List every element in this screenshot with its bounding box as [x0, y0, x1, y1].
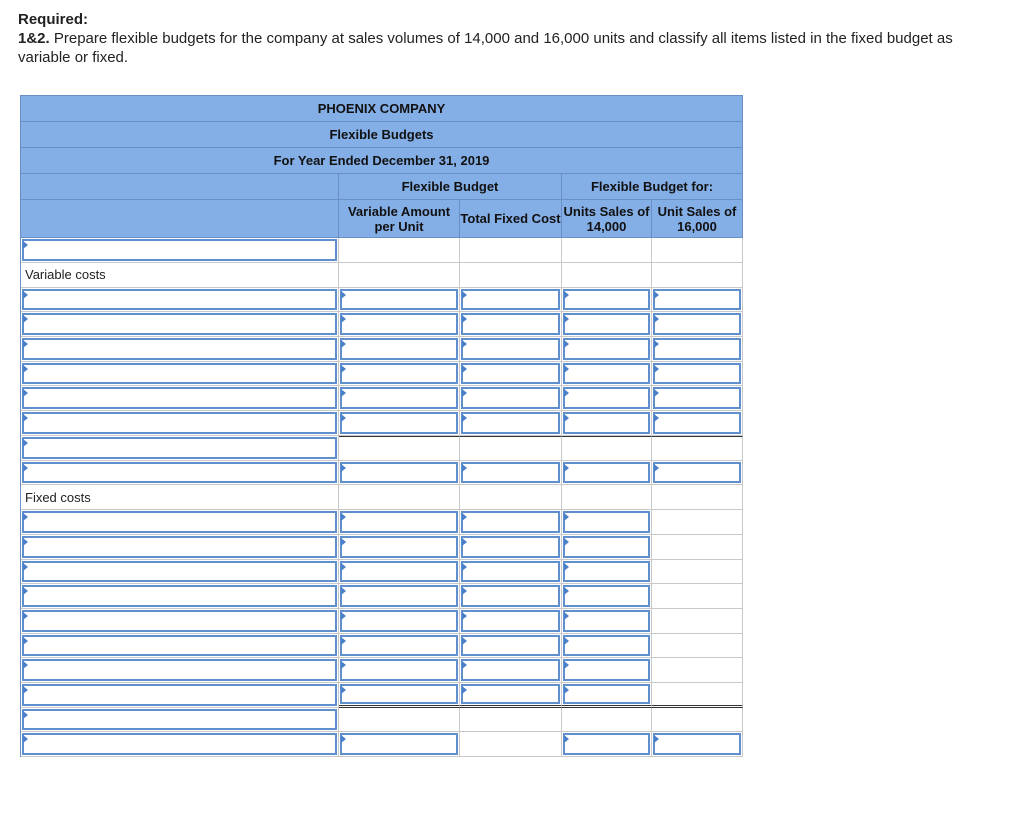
- cell-empty: [652, 658, 743, 683]
- total-fixed-input[interactable]: [461, 363, 560, 385]
- header-blank: [21, 174, 339, 200]
- description-input[interactable]: [22, 412, 337, 434]
- cell-units-16000: [652, 411, 743, 436]
- total-fixed-input[interactable]: [461, 659, 560, 681]
- total-fixed-input[interactable]: [461, 536, 560, 558]
- description-input[interactable]: [22, 338, 337, 360]
- cell-variable-amount: [339, 683, 460, 708]
- cell-empty: [562, 263, 652, 288]
- cell-empty: [460, 732, 562, 757]
- cell-description: [21, 411, 339, 436]
- cell-empty: [652, 535, 743, 560]
- cell-description: [21, 683, 339, 708]
- units-16000-input[interactable]: [653, 338, 741, 360]
- description-input[interactable]: [22, 585, 337, 607]
- cell-units-14000: [562, 683, 652, 708]
- cell-variable-amount: [339, 560, 460, 585]
- cell-empty: [652, 436, 743, 461]
- table-title: Flexible Budgets: [21, 122, 743, 148]
- cell-units-16000: [652, 461, 743, 486]
- cell-description: [21, 337, 339, 362]
- cell-units-14000: [562, 411, 652, 436]
- units-14000-input[interactable]: [563, 462, 650, 484]
- cell-empty: [652, 560, 743, 585]
- units-14000-input[interactable]: [563, 511, 650, 533]
- cell-units-14000: [562, 337, 652, 362]
- cell-variable-amount: [339, 337, 460, 362]
- instruction-label: 1&2.: [18, 30, 50, 47]
- cell-variable-amount: [339, 535, 460, 560]
- flexible-budget-table: [20, 95, 743, 757]
- cell-units-14000: [562, 461, 652, 486]
- units-14000-input[interactable]: [563, 684, 650, 704]
- cell-empty: [562, 708, 652, 733]
- description-input[interactable]: [22, 437, 337, 459]
- cell-empty: [562, 238, 652, 263]
- description-input[interactable]: [22, 511, 337, 533]
- cell-empty: [652, 263, 743, 288]
- cell-variable-amount: [339, 312, 460, 337]
- cell-description: [21, 436, 339, 461]
- units-14000-input[interactable]: [563, 289, 650, 311]
- cell-units-16000: [652, 732, 743, 757]
- total-fixed-input[interactable]: [461, 387, 560, 409]
- cell-total-fixed: [460, 288, 562, 313]
- variable-amount-input[interactable]: [340, 338, 458, 360]
- description-input[interactable]: [22, 733, 337, 755]
- units-16000-input[interactable]: [653, 462, 741, 484]
- table-period: For Year Ended December 31, 2019: [21, 148, 743, 174]
- variable-amount-input[interactable]: [340, 561, 458, 583]
- cell-units-14000: [562, 634, 652, 659]
- col-total-fixed: Total Fixed Cost: [460, 200, 562, 238]
- cell-units-14000: [562, 535, 652, 560]
- description-input[interactable]: [22, 684, 337, 706]
- cell-empty: [339, 485, 460, 510]
- instruction-text: [18, 29, 1008, 67]
- cell-empty: [339, 436, 460, 461]
- variable-amount-input[interactable]: [340, 511, 458, 533]
- col-units-14000: Units Sales of 14,000: [562, 200, 652, 238]
- cell-total-fixed: [460, 312, 562, 337]
- units-14000-input[interactable]: [563, 561, 650, 583]
- section-fixed-costs: Fixed costs: [21, 485, 339, 510]
- cell-total-fixed: [460, 609, 562, 634]
- cell-empty: [652, 584, 743, 609]
- cell-units-14000: [562, 362, 652, 387]
- cell-description: [21, 312, 339, 337]
- header-blank: [21, 200, 339, 238]
- variable-amount-input[interactable]: [340, 733, 458, 755]
- cell-empty: [339, 263, 460, 288]
- cell-variable-amount: [339, 411, 460, 436]
- cell-description: [21, 288, 339, 313]
- cell-description: [21, 708, 339, 733]
- variable-amount-input[interactable]: [340, 635, 458, 657]
- description-input[interactable]: [22, 561, 337, 583]
- cell-variable-amount: [339, 362, 460, 387]
- cell-description: [21, 535, 339, 560]
- cell-empty: [652, 485, 743, 510]
- cell-total-fixed: [460, 362, 562, 387]
- required-heading: Required:: [18, 11, 89, 28]
- cell-variable-amount: [339, 288, 460, 313]
- cell-units-14000: [562, 732, 652, 757]
- cell-total-fixed: [460, 386, 562, 411]
- description-input[interactable]: [22, 635, 337, 657]
- cell-description: [21, 609, 339, 634]
- variable-amount-input[interactable]: [340, 684, 458, 704]
- cell-units-16000: [652, 288, 743, 313]
- total-fixed-input[interactable]: [461, 610, 560, 632]
- cell-units-16000: [652, 312, 743, 337]
- variable-amount-input[interactable]: [340, 387, 458, 409]
- variable-amount-input[interactable]: [340, 363, 458, 385]
- group-flexible-budget-for: Flexible Budget for:: [562, 174, 743, 200]
- total-fixed-input[interactable]: [461, 412, 560, 434]
- cell-units-14000: [562, 584, 652, 609]
- cell-variable-amount: [339, 461, 460, 486]
- cell-description: [21, 560, 339, 585]
- units-14000-input[interactable]: [563, 659, 650, 681]
- description-input[interactable]: [22, 709, 337, 731]
- units-16000-input[interactable]: [653, 733, 741, 755]
- description-input[interactable]: [22, 289, 337, 311]
- description-input[interactable]: [22, 313, 337, 335]
- cell-empty: [460, 436, 562, 461]
- cell-empty: [460, 238, 562, 263]
- cell-empty: [652, 609, 743, 634]
- variable-amount-input[interactable]: [340, 313, 458, 335]
- cell-units-14000: [562, 609, 652, 634]
- cell-units-14000: [562, 560, 652, 585]
- cell-units-14000: [562, 386, 652, 411]
- units-16000-input[interactable]: [653, 387, 741, 409]
- units-14000-input[interactable]: [563, 635, 650, 657]
- cell-empty: [460, 485, 562, 510]
- col-variable-amount: Variable Amount per Unit: [339, 200, 460, 238]
- variable-amount-input[interactable]: [340, 536, 458, 558]
- units-16000-input[interactable]: [653, 313, 741, 335]
- cell-empty: [460, 708, 562, 733]
- cell-units-14000: [562, 288, 652, 313]
- cell-empty: [339, 238, 460, 263]
- cell-units-16000: [652, 337, 743, 362]
- cell-total-fixed: [460, 658, 562, 683]
- cell-description: [21, 362, 339, 387]
- units-16000-input[interactable]: [653, 289, 741, 311]
- variable-amount-input[interactable]: [340, 289, 458, 311]
- section-variable-costs: Variable costs: [21, 263, 339, 288]
- cell-description: [21, 386, 339, 411]
- cell-total-fixed: [460, 510, 562, 535]
- variable-amount-input[interactable]: [340, 462, 458, 484]
- cell-total-fixed: [460, 683, 562, 708]
- variable-amount-input[interactable]: [340, 585, 458, 607]
- cell-variable-amount: [339, 634, 460, 659]
- cell-variable-amount: [339, 658, 460, 683]
- company-name: PHOENIX COMPANY: [21, 96, 743, 122]
- total-fixed-input[interactable]: [461, 684, 560, 704]
- description-input[interactable]: [22, 363, 337, 385]
- group-flexible-budget: Flexible Budget: [339, 174, 562, 200]
- cell-empty: [652, 683, 743, 708]
- cell-description: [21, 658, 339, 683]
- description-input[interactable]: [22, 462, 337, 484]
- cell-empty: [652, 708, 743, 733]
- cell-empty: [562, 485, 652, 510]
- cell-description: [21, 461, 339, 486]
- units-16000-input[interactable]: [653, 363, 741, 385]
- units-16000-input[interactable]: [653, 412, 741, 434]
- cell-variable-amount: [339, 584, 460, 609]
- cell-variable-amount: [339, 510, 460, 535]
- total-fixed-input[interactable]: [461, 511, 560, 533]
- total-fixed-input[interactable]: [461, 313, 560, 335]
- total-fixed-input[interactable]: [461, 289, 560, 311]
- variable-amount-input[interactable]: [340, 659, 458, 681]
- cell-empty: [652, 634, 743, 659]
- col-units-16000: Unit Sales of 16,000: [652, 200, 743, 238]
- cell-description: [21, 732, 339, 757]
- cell-units-16000: [652, 386, 743, 411]
- total-fixed-input[interactable]: [461, 561, 560, 583]
- cell-total-fixed: [460, 337, 562, 362]
- cell-total-fixed: [460, 634, 562, 659]
- units-14000-input[interactable]: [563, 585, 650, 607]
- cell-total-fixed: [460, 560, 562, 585]
- description-input[interactable]: [22, 536, 337, 558]
- units-14000-input[interactable]: [563, 733, 650, 755]
- units-14000-input[interactable]: [563, 363, 650, 385]
- total-fixed-input[interactable]: [461, 338, 560, 360]
- cell-total-fixed: [460, 461, 562, 486]
- variable-amount-input[interactable]: [340, 412, 458, 434]
- cell-description: [21, 634, 339, 659]
- variable-amount-input[interactable]: [340, 610, 458, 632]
- cell-empty: [652, 510, 743, 535]
- units-14000-input[interactable]: [563, 536, 650, 558]
- description-input[interactable]: [22, 239, 337, 261]
- cell-total-fixed: [460, 535, 562, 560]
- cell-units-14000: [562, 312, 652, 337]
- instruction-body: Prepare flexible budgets for the company at sales volumes of 14,000 and 16,000 units and classify all items listed in the fixed budget as variable or fixed.: [18, 30, 953, 66]
- description-input[interactable]: [22, 659, 337, 681]
- description-input[interactable]: [22, 610, 337, 632]
- cell-units-14000: [562, 510, 652, 535]
- units-14000-input[interactable]: [563, 412, 650, 434]
- cell-empty: [562, 436, 652, 461]
- units-14000-input[interactable]: [563, 387, 650, 409]
- cell-total-fixed: [460, 411, 562, 436]
- instructions: [18, 10, 1008, 67]
- cell-empty: [652, 238, 743, 263]
- cell-variable-amount: [339, 386, 460, 411]
- cell-description: [21, 510, 339, 535]
- description-input[interactable]: [22, 387, 337, 409]
- cell-empty: [339, 708, 460, 733]
- units-14000-input[interactable]: [563, 313, 650, 335]
- cell-units-14000: [562, 658, 652, 683]
- cell-empty: [460, 263, 562, 288]
- units-14000-input[interactable]: [563, 610, 650, 632]
- total-fixed-input[interactable]: [461, 635, 560, 657]
- cell-variable-amount: [339, 732, 460, 757]
- total-fixed-input[interactable]: [461, 585, 560, 607]
- cell-units-16000: [652, 362, 743, 387]
- units-14000-input[interactable]: [563, 338, 650, 360]
- cell-description: [21, 238, 339, 263]
- total-fixed-input[interactable]: [461, 462, 560, 484]
- cell-variable-amount: [339, 609, 460, 634]
- cell-description: [21, 584, 339, 609]
- cell-total-fixed: [460, 584, 562, 609]
